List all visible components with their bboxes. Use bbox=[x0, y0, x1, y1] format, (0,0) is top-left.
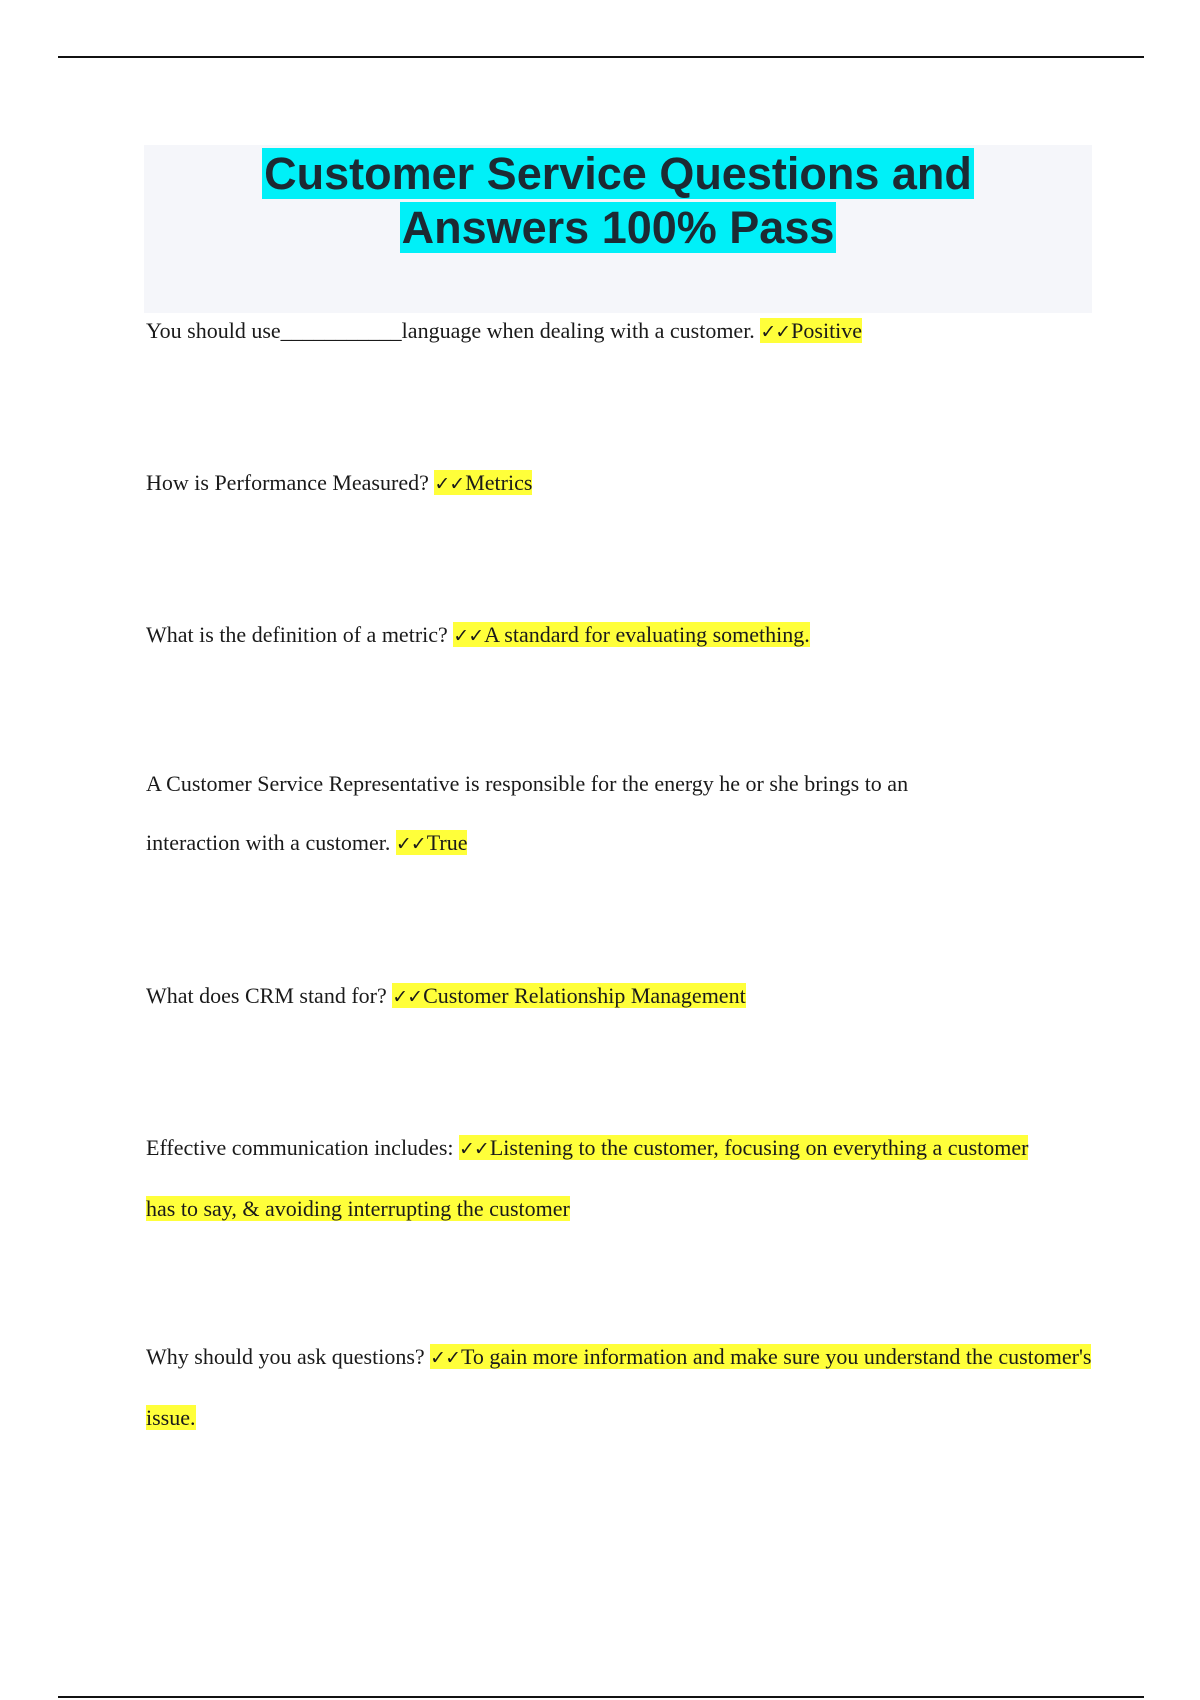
title-line-2: Answers 100% Pass bbox=[401, 202, 835, 253]
page-title bbox=[144, 145, 1092, 255]
qa-item-4 bbox=[146, 754, 986, 874]
qa-item-7 bbox=[146, 1327, 1106, 1447]
double-check-icon: ✓✓ bbox=[434, 473, 465, 495]
qa-item-5 bbox=[146, 966, 1106, 1027]
title-block bbox=[144, 145, 1092, 313]
question-text: What does CRM stand for? bbox=[146, 983, 387, 1008]
double-check-icon: ✓✓ bbox=[430, 1347, 460, 1369]
answer-text: Metrics bbox=[465, 470, 533, 495]
answer-highlight bbox=[392, 983, 745, 1008]
qa-item-3 bbox=[146, 605, 1106, 666]
answer-text: True bbox=[426, 830, 468, 855]
title-line-1: Customer Service Questions and bbox=[264, 148, 972, 199]
question-text: What is the definition of a metric? bbox=[146, 622, 448, 647]
answer-highlight bbox=[434, 470, 532, 495]
question-text: How is Performance Measured? bbox=[146, 470, 429, 495]
answer-highlight bbox=[396, 830, 468, 855]
question-text: Why should you ask questions? bbox=[146, 1344, 425, 1369]
answer-highlight bbox=[760, 318, 862, 343]
answer-text: To gain more information and make sure you understand the customer's issue. bbox=[146, 1344, 1092, 1430]
answer-text: Listening to the customer, focusing on everything a customer has to say, & avoiding interrupting the customer bbox=[146, 1135, 1029, 1221]
answer-text: Positive bbox=[791, 318, 863, 343]
double-check-icon: ✓✓ bbox=[760, 321, 791, 343]
question-text: A Customer Service Representative is responsible for the energy he or she brings to an interaction with a customer. bbox=[146, 771, 909, 855]
qa-item-2 bbox=[146, 453, 1106, 514]
answer-highlight bbox=[453, 622, 810, 647]
qa-item-1 bbox=[146, 301, 1106, 362]
answer-text: Customer Relationship Management bbox=[423, 983, 746, 1008]
top-rule bbox=[58, 56, 1144, 58]
qa-item-6 bbox=[146, 1118, 1036, 1238]
bottom-rule bbox=[58, 1696, 1144, 1698]
double-check-icon: ✓✓ bbox=[395, 833, 426, 855]
answer-text: A standard for evaluating something. bbox=[484, 622, 810, 647]
double-check-icon: ✓✓ bbox=[459, 1138, 489, 1160]
question-text: Effective communication includes: bbox=[146, 1135, 454, 1160]
double-check-icon: ✓✓ bbox=[392, 986, 423, 1008]
double-check-icon: ✓✓ bbox=[453, 625, 484, 647]
question-text: You should use___________language when dealing with a customer. bbox=[146, 318, 755, 343]
